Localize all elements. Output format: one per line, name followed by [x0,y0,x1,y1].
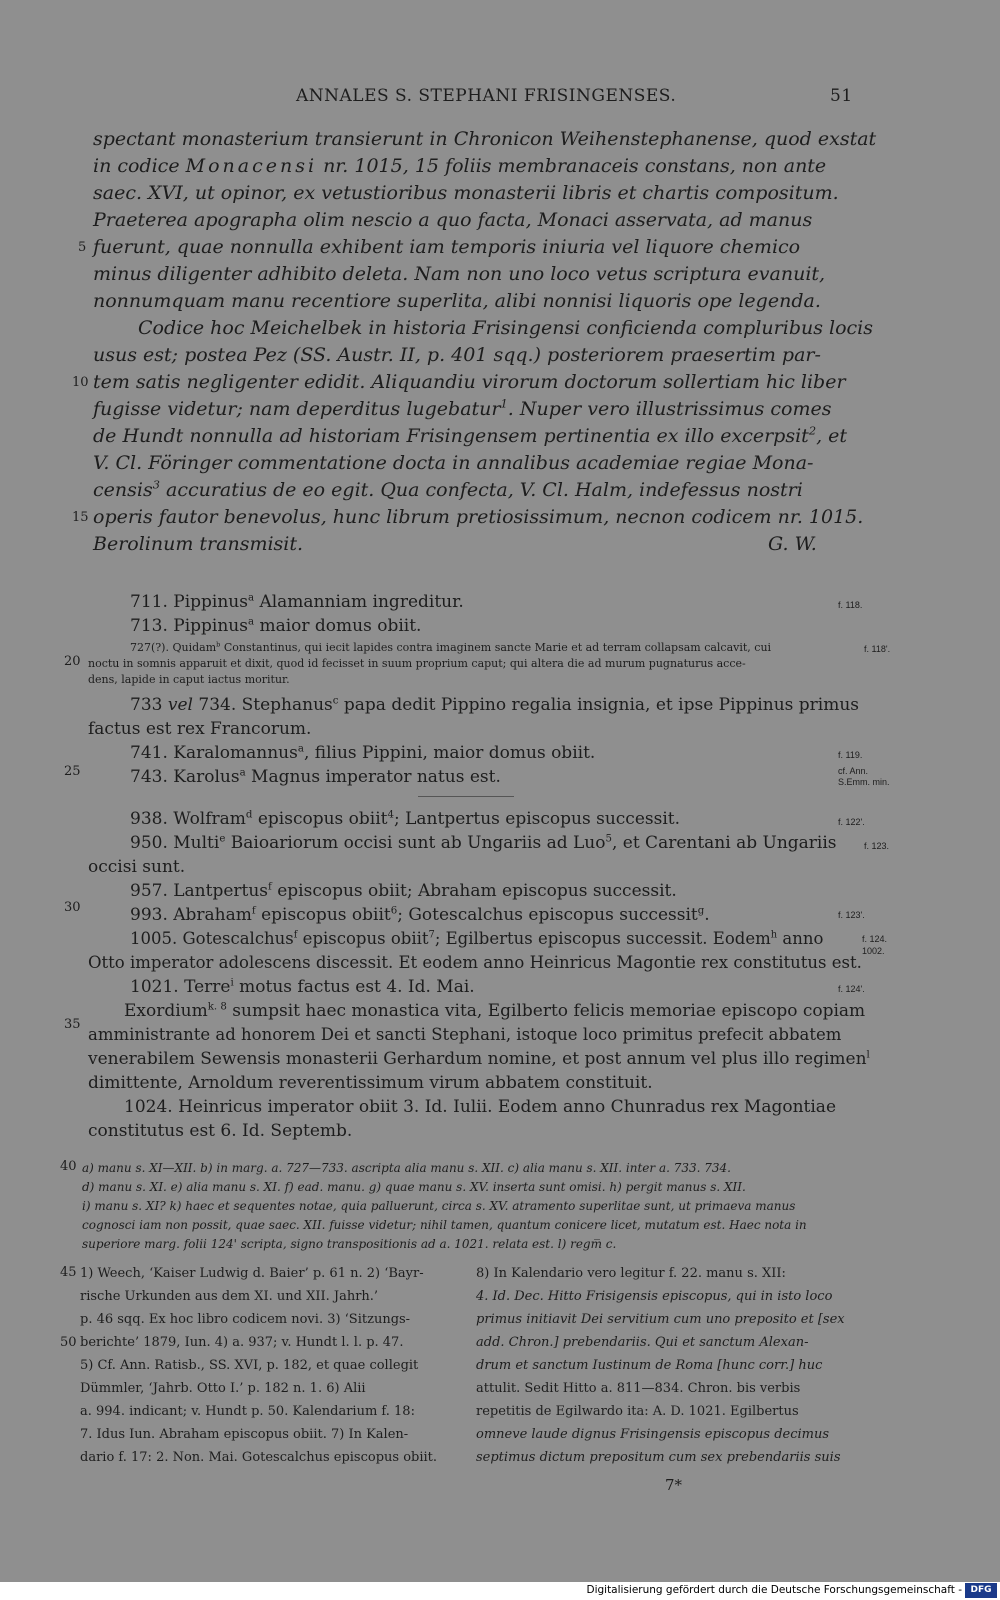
variant-line-2: d) manu s. XI. e) alia manu s. XI. f) ead. manu. g) quae manu s. XV. inserta sunt omisi. h) pergit manus s. XII. [82,1180,746,1194]
variant-line-5: superiore marg. folii 124' scripta, signo transpositionis ad a. 1021. relata est. l) regm̅ c. [82,1237,617,1251]
entry-733: 733 vel 734. Stephanus$^c$ papa dedit Pippino regalia insignia, et ipse Pippinus primus [130,695,860,715]
footnote-left-line: dario f. 17: 2. Non. Mai. Gotescalchus episcopus obiit. [80,1450,438,1465]
margin-ref: S.Emm. min. [838,777,890,787]
line-number: 15 [72,510,89,525]
signature-mark: 7* [665,1476,683,1494]
exordium-line-2: amministrante ad honorem Dei et sancti Stephani, istoque loco primitus prefecit abbatem [88,1025,842,1044]
intro-line-3: saec. XVI, ut opinor, ex vetustioribus monasterii libris et chartis compositum. [93,182,839,204]
line-number: 40 [60,1159,77,1174]
line-number: 50 [60,1335,77,1350]
line-number: 45 [60,1265,77,1280]
line-number: 30 [64,900,81,915]
footnote-left-line: berichte’ 1879, Iun. 4) a. 937; v. Hundt l. l. p. 47. [80,1335,404,1350]
dfg-logo: DFG [965,1583,997,1598]
running-title: ANNALES S. STEPHANI FRISINGENSES. [296,86,677,106]
footnote-left-line: 5) Cf. Ann. Ratisb., SS. XVI, p. 182, et quae collegit [80,1358,419,1373]
intro-line-4: Praeterea apographa olim nescio a quo facta, Monaci asservata, ad manus [93,209,813,231]
footer-credit: Digitalisierung gefördert durch die Deutsche Forschungsgemeinschaft - [586,1584,962,1596]
entry-711: 711. Pippinus$^a$ Alamanniam ingreditur. [130,592,464,612]
margin-ref: f. 124'. [838,984,865,994]
margin-ref: f. 122'. [838,817,865,827]
intro-line-5: fuerunt, quae nonnulla exhibent iam temporis iniuria vel liquore chemico [93,236,801,258]
line-number: 25 [64,764,81,779]
entry-1021: 1021. Terre$^i$ motus factus est 4. Id. Mai. [130,977,475,997]
entry-950-line-2: occisi sunt. [88,857,186,877]
exordium-line-3: venerabilem Sewensis monasterii Gerhardum nomine, et post annum vel plus illo regimen$^l$ [88,1049,870,1069]
entry-713: 713. Pippinus$^a$ maior domus obiit. [130,616,422,636]
footnote-right-line: repetitis de Egilwardo ita: A. D. 1021. Egilbertus [476,1404,799,1419]
entry-1005: 1005. Gotescalchus$^f$ episcopus obiit$^7$; Egilbertus episcopus successit. Eodem$^h$ anno [130,929,824,948]
line-number: 10 [72,375,89,390]
margin-ref: f. 124. [862,934,888,944]
entry-741: 741. Karalomannus$^a$, filius Pippini, maior domus obiit. [130,743,596,763]
section-divider [418,796,514,797]
line-number: 35 [64,1017,81,1032]
margin-ref: f. 123'. [838,910,865,920]
intro-line-8: Codice hoc Meichelbek in historia Frisingensi conficienda compluribus locis [138,317,873,339]
footnote-left-line: p. 46 sqq. Ex hoc libro codicem novi. 3) ‘Sitzungs- [80,1312,411,1327]
exordium-line-4: dimittente, Arnoldum reverentissimum virum abbatem constituit. [88,1073,653,1093]
margin-ref: cf. Ann. [838,766,869,776]
variant-line-4: cognosci iam non possit, quae saec. XII. fuisse videtur; nihil tamen, quantum conicere licet, mutatum est. Haec nota in [82,1218,807,1232]
line-number: 20 [64,654,81,669]
page-number: 51 [830,86,853,106]
intro-line-1: spectant monasterium transierunt in Chronicon Weihenstephanense, quod exstat [93,128,877,150]
line-number: 5 [78,240,87,255]
digitization-footer [0,1582,1000,1600]
intro-line-14: censis$^3$ accuratius de eo egit. Qua confecta, V. Cl. Halm, indefessus nostri [93,477,803,501]
entry-993: 993. Abraham$^f$ episcopus obiit$^6$; Gotescalchus episcopus successit$^g$. [130,905,710,925]
exordium-line-1: Exordium$^{k. 8}$ sumpsit haec monastica vita, Egilberto felicis memoriae episcopo copiam [124,1001,866,1021]
entry-733-line-2: factus est rex Francorum. [88,719,312,739]
entry-950: 950. Multi$^e$ Baioariorum occisi sunt ab Ungariis ad Luo$^5$, et Carentani ab Ungariis [130,833,837,853]
margin-ref: f. 123. [864,841,890,851]
footnote-right-line: 8) In Kalendario vero legitur f. 22. manu s. XII: [476,1266,786,1281]
footnote-right-line: add. Chron.] prebendariis. Qui et sanctum Alexan- [476,1335,809,1350]
footnote-right-line: drum et sanctum Iustinum de Roma [hunc corr.] huc [476,1358,823,1373]
intro-line-12: de Hundt nonnulla ad historiam Frisingensem pertinentia ex illo excerpsit$^2$, et [93,423,848,447]
entry-957: 957. Lantpertus$^f$ episcopus obiit; Abraham episcopus successit. [130,881,677,901]
intro-line-7: nonnumquam manu recentiore superlita, alibi nonnisi liquoris ope legenda. [93,290,821,312]
intro-line-15: operis fautor benevolus, hunc librum pretiosissimum, necnon codicem nr. 1015. [93,506,864,528]
entry-1024-line-2: constitutus est 6. Id. Septemb. [88,1121,353,1141]
footnote-left-line: 7. Idus Iun. Abraham episcopus obiit. 7) In Kalen- [80,1427,409,1442]
intro-line-10: tem satis negligenter edidit. Aliquandiu virorum doctorum sollertiam hic liber [93,371,846,393]
intro-line-16: Berolinum transmisit. [93,533,304,555]
editor-initials: G. W. [768,533,817,555]
footnote-right-line: omneve laude dignus Frisingensis episcopus decimus [476,1427,830,1442]
entry-1005-line-2: Otto imperator adolescens discessit. Et eodem anno Heinricus Magontie rex constitutus est. [88,953,862,972]
footnote-right-line: 4. Id. Dec. Hitto Frisigensis episcopus, qui in isto loco [476,1289,833,1304]
footnote-left-line: 1) Weech, ‘Kaiser Ludwig d. Baier’ p. 61 n. 2) ‘Bayr- [80,1266,424,1281]
footnote-right-line: attulit. Sedit Hitto a. 811—834. Chron. bis verbis [476,1381,801,1396]
intro-line-6: minus diligenter adhibito deleta. Nam non uno loco vetus scriptura evanuit, [93,263,826,285]
variant-line-3: i) manu s. XI? k) haec et sequentes notae, quia palluerunt, circa s. XV. atramento superlitae sunt, ut primaeva manus [82,1199,796,1213]
intro-line-13: V. Cl. Föringer commentatione docta in annalibus academiae regiae Mona- [93,452,814,474]
margin-ref: f. 119. [838,750,863,760]
margin-ref: 1002. [862,946,885,956]
entry-727-line-3: dens, lapide in caput iactus moritur. [88,673,290,686]
margin-ref: f. 118. [838,600,863,610]
entry-727-line-1: 727(?). Quidam$^b$ Constantinus, qui iecit lapides contra imaginem sancte Marie et ad terram collapsam calcavit, cui [130,640,772,654]
entry-743: 743. Karolus$^a$ Magnus imperator natus est. [130,767,501,787]
entry-1024: 1024. Heinricus imperator obiit 3. Id. Iulii. Eodem anno Chunradus rex Magontiae [124,1097,837,1117]
footnote-right-line: primus initiavit Dei servitium cum uno preposito et [sex [476,1312,845,1327]
footnote-left-line: Dümmler, ‘Jahrb. Otto I.’ p. 182 n. 1. 6) Alii [80,1381,366,1396]
entry-938: 938. Wolfram$^d$ episcopus obiit$^4$; Lantpertus episcopus successit. [130,809,681,829]
intro-line-9: usus est; postea Pez (SS. Austr. II, p. 401 sqq.) posteriorem praesertim par- [93,344,821,366]
footnote-left-line: rische Urkunden aus dem XI. und XII. Jahrh.’ [80,1289,379,1304]
margin-ref: f. 118'. [864,644,891,654]
footnote-left-line: a. 994. indicant; v. Hundt p. 50. Kalendarium f. 18: [80,1404,415,1419]
intro-line-11: fugisse videtur; nam deperditus lugebatur$^1$. Nuper vero illustrissimus comes [93,396,832,420]
variant-line-1: a) manu s. XI—XII. b) in marg. a. 727—733. ascripta alia manu s. XII. c) alia manu s. XII. inter a. 733. 734. [82,1161,731,1175]
entry-727-line-2: noctu in somnis apparuit et dixit, quod id fecisset in suum proprium caput; qui altera die ad murum pugnaturus acce- [88,657,746,670]
footnote-right-line: septimus dictum prepositum cum sex prebendariis suis [476,1450,841,1465]
intro-line-2: in codice Monacensi nr. 1015, 15 foliis membranaceis constans, non ante [93,155,827,177]
